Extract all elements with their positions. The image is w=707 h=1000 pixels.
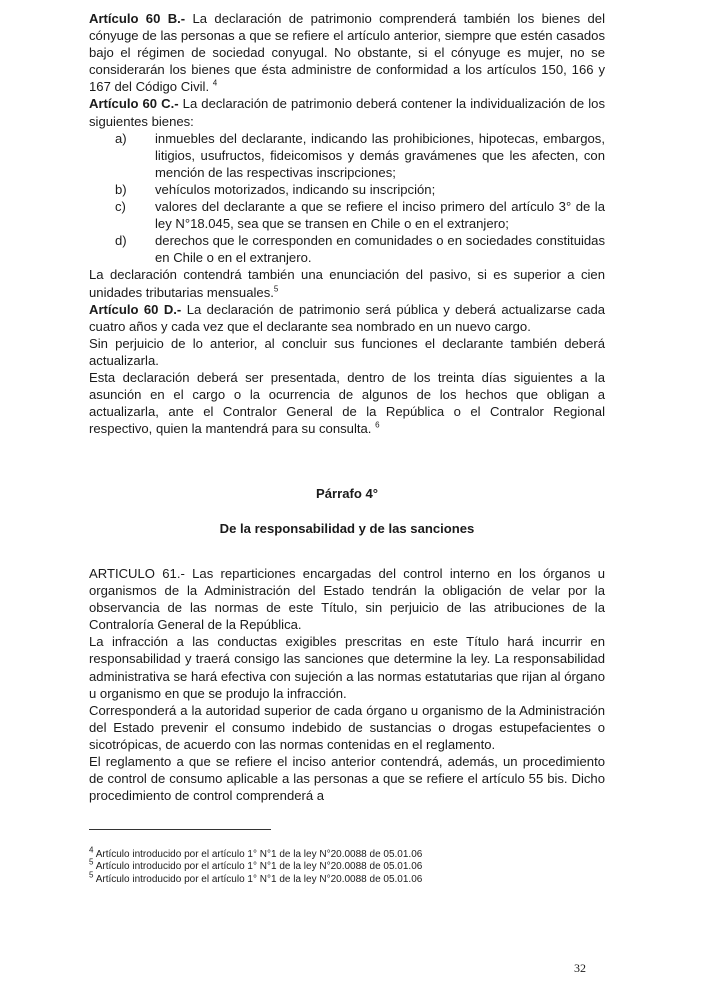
article-heading: Artículo 60 D.- xyxy=(89,301,182,317)
article-text: Las reparticiones encargadas del control interno en los órganos u organismos de la Administración del Estado tendrán la obligación de velar por la observancia de las normas de este Título, sin perjuicio de las atribuciones de la Contraloría General de la República. xyxy=(89,566,605,633)
footnote-divider xyxy=(89,829,271,830)
article-61-paragraph-4: El reglamento a que se refiere el inciso anterior contendrá, además, un procedimiento de control de consumo aplicable a las personas a que se refiere el artículo 55 bis. Dicho procedimiento de control comprenderá a xyxy=(89,754,605,804)
list-item xyxy=(115,181,605,198)
footnote-ref: 6 xyxy=(375,420,380,430)
list-marker: b) xyxy=(115,181,127,197)
article-60c-closing: La declaración contendrá también una enunciación del pasivo, si es superior a cien unidades tributarias mensuales.$^5$ xyxy=(89,267,605,300)
list-item xyxy=(115,232,605,266)
list-marker: d) xyxy=(115,233,127,249)
footnote-ref: 5 xyxy=(273,284,279,294)
section-title: De la responsabilidad y de las sanciones xyxy=(219,521,475,536)
article-heading: ARTICULO 61.- xyxy=(89,566,185,581)
article-60d xyxy=(89,301,605,335)
list-marker: a) xyxy=(115,130,127,146)
article-text: La declaración de patrimonio será pública y deberá actualizarse cada cuatro años y cada vez que el declarante sea nombrado en un nuevo cargo. xyxy=(89,301,606,334)
article-61-paragraph-2: La infracción a las conductas exigibles prescritas en este Título hará incurrir en responsabilidad y traerá consigo las sanciones que determine la ley. La responsabilidad administrativa se hará efectiva con sujeción a las normas estatutarias que rijan al órgano u organismo en que se produjo la infracción. xyxy=(89,634,605,701)
article-61 xyxy=(89,565,605,633)
upper-body-text xyxy=(89,10,605,437)
list-item-text: valores del declarante a que se refiere el inciso primero del artículo 3° de la ley N°18.045, sea que se transen en Chile o en el extranjero; xyxy=(155,199,605,232)
footnote-ref: 4 xyxy=(212,79,218,89)
article-60d-paragraph-3: Esta declaración deberá ser presentada, dentro de los treinta días siguientes a la asunción en el cargo o la ocurrencia de algunos de los hechos que obligan a actualizarla, ante el Contralor General de la República o el Contralor Regional respectivo, quien la mantendrá para su consulta. $^6$ xyxy=(89,369,605,437)
asset-list xyxy=(89,130,605,267)
list-item-text: vehículos motorizados, indicando su inscripción; xyxy=(155,181,436,197)
list-item-text: derechos que le corresponden en comunidades o en sociedades constituidas en Chile o en el extranjero. xyxy=(155,233,605,266)
article-text: La declaración de patrimonio deberá contener la individualización de los siguientes bienes: xyxy=(89,96,605,129)
list-marker: c) xyxy=(115,199,126,215)
article-60d-paragraph-2: Sin perjuicio de lo anterior, al concluir sus funciones el declarante también deberá actualizarla. xyxy=(89,335,605,368)
article-heading: Artículo 60 B.- xyxy=(89,11,186,26)
list-item-text: inmuebles del declarante, indicando las prohibiciones, hipotecas, embargos, litigios, usufructos, fideicomisos y demás gravámenes que les afecten, con mención de las respectivas inscripciones; xyxy=(155,130,605,180)
page-number: 32 xyxy=(574,961,586,975)
list-item xyxy=(115,198,605,232)
article-61-paragraph-3: Corresponderá a la autoridad superior de cada órgano u organismo de la Administración del Estado prevenir el consumo indebido de sustancias o drogas estupefacientes o sicotrópicas, de acuerdo con las normas contenidas en el reglamento. xyxy=(89,702,605,752)
footnote: $^5$ Artículo introducido por el artículo 1° N°1 de la ley N°20.0088 de 05.01.06 xyxy=(89,870,423,885)
article-60c xyxy=(89,95,605,129)
section-paragraph-label: Párrafo 4° xyxy=(315,486,378,501)
footnote: $^5$ Artículo introducido por el artículo 1° N°1 de la ley N°20.0088 de 05.01.06 xyxy=(89,858,423,873)
footnote: $^4$ Artículo introducido por el artículo 1° N°1 de la ley N°20.0088 de 05.01.06 xyxy=(89,845,423,860)
lower-body-text xyxy=(89,565,605,804)
list-item xyxy=(115,130,605,181)
article-text: La declaración de patrimonio comprenderá también los bienes del cónyuge de las personas a que se refiere el artículo anterior, siempre que estén casados bajo el régimen de sociedad conyugal. No obstante, si el cónyuge es mujer, no se considerarán los bienes que ésta administre de conformidad a los artículos 150, 166 y 167 del Código Civil. xyxy=(89,11,605,95)
footnotes xyxy=(89,845,605,886)
article-heading: Artículo 60 C.- xyxy=(89,96,179,112)
article-60b xyxy=(89,10,605,95)
